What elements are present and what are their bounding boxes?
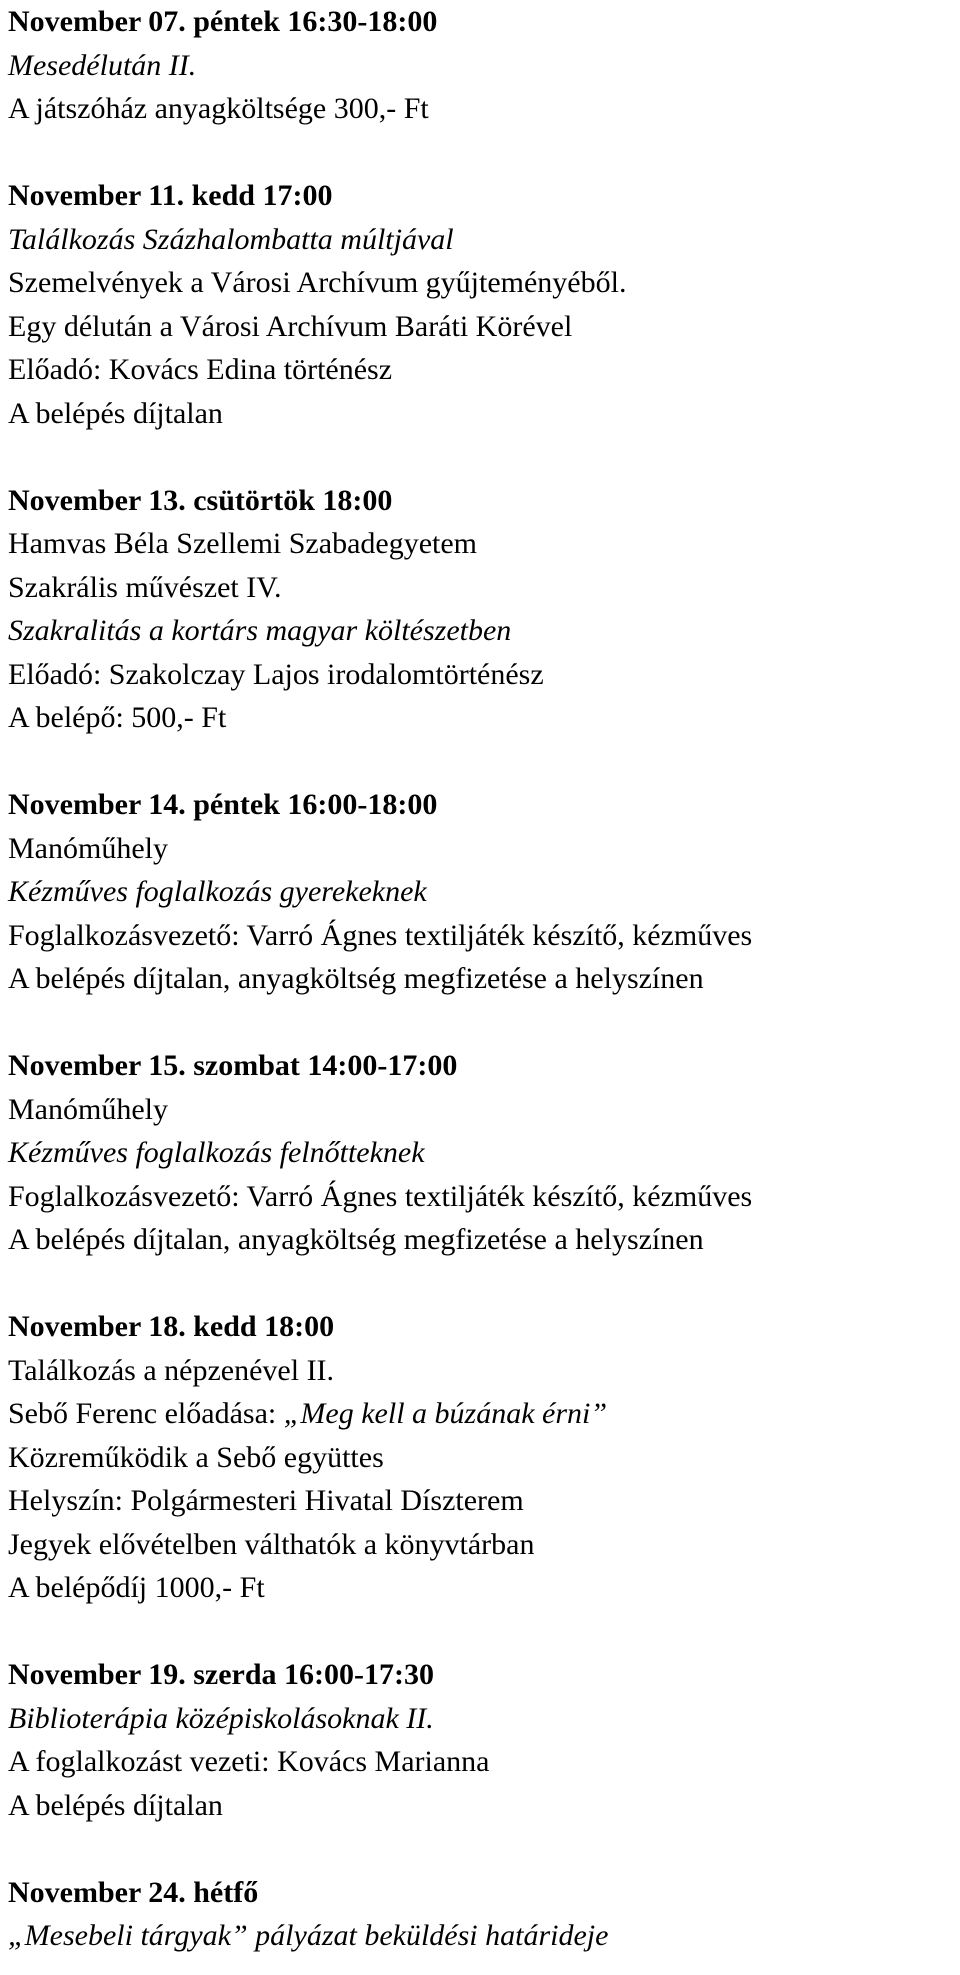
event-program-page (8, 0, 953, 1958)
event-detail-prefix: Sebő Ferenc előadása: (8, 1397, 284, 1430)
event-detail-line: A belépés díjtalan, anyagköltség megfizetése a helyszínen (8, 1223, 704, 1256)
event-detail-line: A belépő: 500,- Ft (8, 701, 227, 734)
event-title: Kézműves foglalkozás felnőtteknek (8, 1136, 425, 1169)
event-block (8, 1653, 953, 1871)
event-spacer (8, 740, 953, 784)
event-spacer (8, 1827, 953, 1871)
event-title: Szakralitás a kortárs magyar költészetben (8, 614, 512, 647)
event-block (8, 1871, 953, 1958)
event-spacer (8, 1001, 953, 1045)
event-block (8, 0, 953, 174)
event-detail-line: Egy délután a Városi Archívum Baráti Körével (8, 309, 573, 343)
event-detail-line: Találkozás a népzenével II. (8, 1353, 335, 1387)
event-title: Kézműves foglalkozás gyerekeknek (8, 875, 427, 908)
event-detail-line: Helyszín: Polgármesteri Hivatal Díszterem (8, 1484, 524, 1517)
event-detail-line: A belépés díjtalan (8, 396, 223, 430)
event-block (8, 479, 953, 784)
event-detail-line: A belépés díjtalan (8, 1788, 223, 1822)
event-detail-line: A játszóház anyagköltsége 300,- Ft (8, 92, 429, 125)
event-detail-line: Előadó: Szakolczay Lajos irodalomtörténész (8, 657, 544, 691)
event-date: November 11. kedd 17:00 (8, 179, 333, 212)
event-spacer (8, 435, 953, 479)
event-block (8, 1305, 953, 1653)
event-title: Mesedélután II. (8, 48, 197, 82)
event-detail-line: Jegyek elővételben válthatók a könyvtárban (8, 1527, 535, 1561)
event-detail-line: Hamvas Béla Szellemi Szabadegyetem (8, 527, 477, 560)
event-date: November 19. szerda 16:00-17:30 (8, 1658, 435, 1691)
event-title: „Mesebeli tárgyak” pályázat beküldési határideje (8, 1919, 609, 1952)
event-date: November 18. kedd 18:00 (8, 1310, 335, 1343)
event-date: November 15. szombat 14:00-17:00 (8, 1049, 458, 1082)
event-detail-line: A foglalkozást vezeti: Kovács Marianna (8, 1745, 490, 1778)
event-detail-line: Szemelvények a Városi Archívum gyűjteményéből. (8, 266, 627, 299)
event-detail-line: Szakrális művészet IV. (8, 570, 282, 604)
event-spacer (8, 1610, 953, 1654)
event-spacer (8, 131, 953, 175)
event-detail-quote: „Meg kell a búzának érni” (283, 1397, 608, 1430)
event-detail-line: Foglalkozásvezető: Varró Ágnes textiljáték készítő, kézműves (8, 1179, 753, 1213)
event-detail-line: A belépődíj 1000,- Ft (8, 1571, 265, 1604)
event-title: Találkozás Százhalombatta múltjával (8, 222, 454, 256)
event-date: November 24. hétfő (8, 1875, 259, 1909)
event-detail-line: Manóműhely (8, 831, 168, 865)
event-date: November 07. péntek 16:30-18:00 (8, 5, 438, 38)
event-spacer (8, 1262, 953, 1306)
event-detail-line: Előadó: Kovács Edina történész (8, 353, 393, 386)
event-detail-line: Foglalkozásvezető: Varró Ágnes textiljáték készítő, kézműves (8, 918, 753, 952)
event-detail-line: Manóműhely (8, 1092, 168, 1126)
event-detail-line: Közreműködik a Sebő együttes (8, 1440, 384, 1474)
event-title: Biblioterápia középiskolásoknak II. (8, 1701, 434, 1735)
event-block (8, 1044, 953, 1305)
event-block (8, 174, 953, 479)
event-detail-line (8, 1392, 953, 1436)
event-date: November 14. péntek 16:00-18:00 (8, 788, 438, 821)
event-detail-line: A belépés díjtalan, anyagköltség megfizetése a helyszínen (8, 962, 704, 995)
event-date: November 13. csütörtök 18:00 (8, 483, 393, 517)
event-block (8, 783, 953, 1044)
